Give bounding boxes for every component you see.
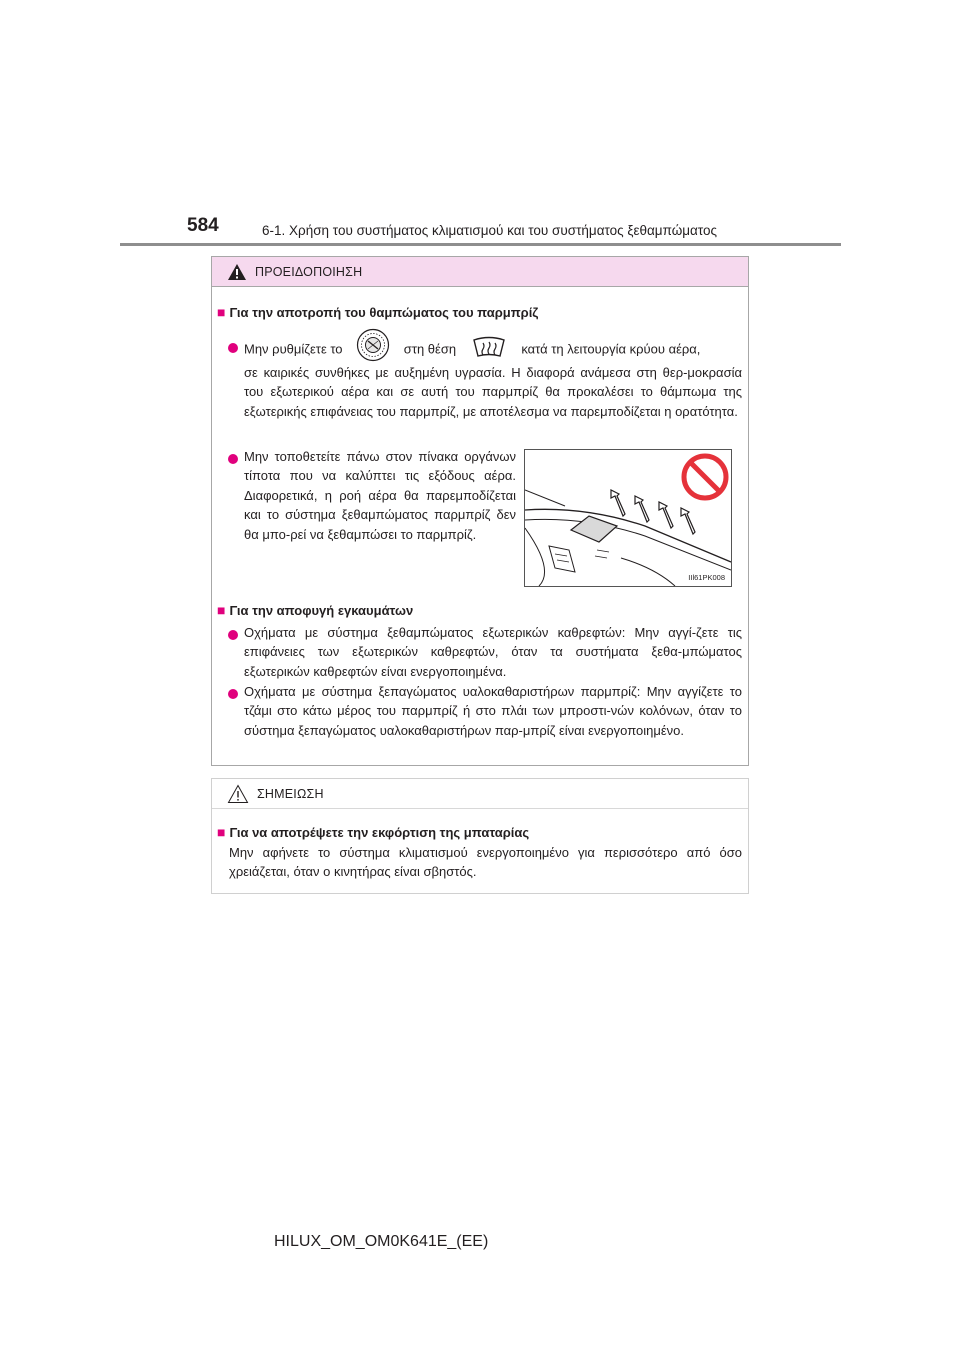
bullet-icon: [228, 689, 238, 699]
heading-burns: ■ Για την αποφυγή εγκαυμάτων: [217, 602, 414, 618]
item-dashboard-text: Μην τοποθετείτε πάνω στον πίνακα οργάνων τίποτα που να καλύπτει τις εξόδους αέρα. Διαφορετικά, η ροή αέρα θα παρεμποδίζεται και το σύστημα ξεθαμπώματος παρμπρίζ δεν θα μπο-ρεί να ξεθαμπώσει το παρμπρίζ.: [244, 449, 516, 542]
item-wiper-text: Οχήματα με σύστημα ξεπαγώματος υαλοκαθαριστήρων παρμπρίζ: Μην αγγίζετε το τζάμι στο κάτω μέρος του παρμπρίζ ή στο πλάι των μπροστι-νών κολόνων, όταν το σύστημα ξεπαγώματος υαλοκαθαριστήρων παρ-μπρίζ είναι ενεργοποιημένο.: [244, 684, 742, 738]
figure-code: IIl61PK008: [688, 573, 725, 582]
footer-doc-id: HILUX_OM_OM0K641E_(EE): [274, 1233, 489, 1250]
section-title: 6-1. Χρήση του συστήματος κλιματισμού και του συστήματος ξεθαμπώματος: [262, 223, 717, 238]
heading-battery: ■ Για να αποτρέψετε την εκφόρτιση της μπαταρίας: [217, 824, 530, 840]
notice-triangle-icon: [227, 784, 249, 804]
bullet-icon: [228, 343, 238, 353]
airflow-dial-icon: [356, 328, 390, 362]
notice-text: Μην αφήνετε το σύστημα κλιματισμού ενεργοποιημένο για περισσότερο από όσο χρειάζεται, όταν ο κινητήρας είναι σβηστός.: [229, 845, 742, 880]
notice-title: ΣΗΜΕΙΩΣΗ: [257, 786, 324, 801]
notice-header: [212, 779, 748, 809]
windshield-defroster-icon: [472, 336, 506, 358]
item-dial-line: Μην ρυθμίζετε το στη θέση κατά τη λειτουργία κρύου αέρα,: [244, 338, 742, 362]
header-rule: [120, 243, 841, 246]
warning-header: [212, 257, 748, 287]
bullet-icon: [228, 630, 238, 640]
bullet-icon: [228, 454, 238, 464]
page-number: 584: [187, 215, 219, 236]
warning-title: ΠΡΟΕΙΔΟΠΟΙΗΣΗ: [255, 264, 363, 279]
dashboard-figure: [524, 449, 732, 587]
heading-anti-fog: ■ Για την αποτροπή του θαμπώματος του παρμπρίζ: [217, 304, 539, 320]
dashboard-vent-illustration: [525, 450, 731, 586]
warning-triangle-icon: [227, 263, 247, 281]
item-mirror-text: Οχήματα με σύστημα ξεθαμπώματος εξωτερικών καθρεφτών: Μην αγγί-ζετε τις επιφάνειες των εξωτερικών καθρεφτών, όταν τα συστήματα ξεθα-μπώματος εξωτερικών καθρεφτών είναι ενεργοποιημένα.: [244, 625, 742, 679]
item-humidity-text: σε καιρικές συνθήκες με αυξημένη υγρασία. Η διαφορά ανάμεσα στη θερ-μοκρασία του εξωτερικού αέρα και σε αυτή του παρμπρίζ θα προκαλέσει το θάμπωμα της εξωτερικής επιφάνειας του παρμπρίζ, με αποτέλεσμα να παρεμποδίζεται η ορατότητα.: [244, 365, 742, 419]
prohibition-icon: [684, 456, 726, 498]
